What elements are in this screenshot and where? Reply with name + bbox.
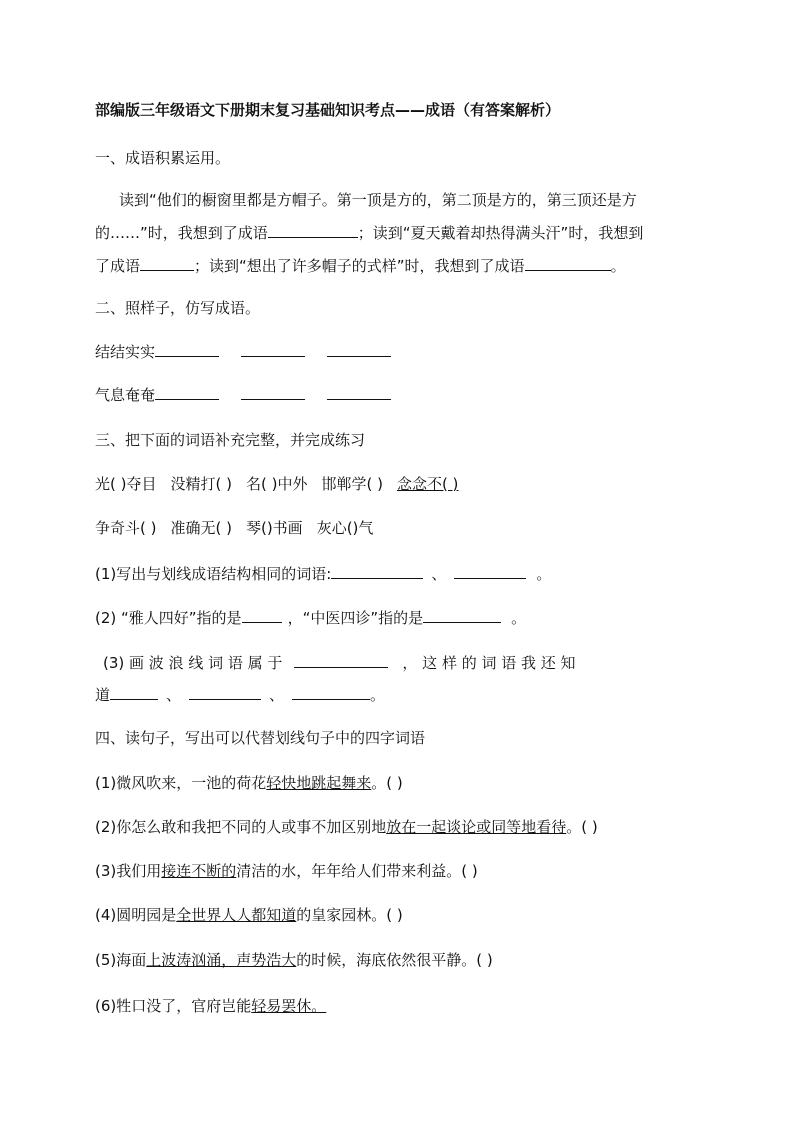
s1-para-line1 [119, 190, 637, 210]
underlined-phrase: 轻易罢休。 [251, 997, 327, 1015]
section-3-heading: 三、把下面的词语补充完整，并完成练习 [95, 431, 366, 449]
answer-blank[interactable] [525, 255, 611, 271]
item-text: (6)牲口没了，官府岂能 [95, 997, 252, 1015]
example-idiom: 结结实实 [95, 343, 156, 361]
answer-blank[interactable] [140, 255, 194, 271]
s1-text-2b: ；读到“夏天戴着却热得满头汗”时，我想到 [357, 224, 644, 242]
item-text: 的皇家园林。( ) [296, 906, 403, 924]
q3-text-a: (3) 画 波 浪 线 词 语 属 于 [103, 654, 283, 672]
s2-row-1 [95, 341, 391, 362]
answer-blank[interactable] [241, 384, 305, 400]
s1-text-3a: 了成语 [95, 257, 141, 275]
underlined-phrase: 接连不断的 [161, 862, 237, 880]
item-text: (1)微风吹来，一池的荷花 [95, 774, 267, 792]
answer-blank[interactable] [423, 607, 501, 623]
q3-text-b: ， 这 样 的 词 语 我 还 知 [402, 654, 576, 672]
s4-item-5 [95, 950, 493, 970]
idiom-fill: 没精打( ) [170, 475, 232, 493]
s1-para-line2 [95, 222, 643, 243]
separator: 、 [431, 565, 447, 583]
s1-para-line3 [95, 255, 626, 276]
answer-blank[interactable] [454, 563, 526, 579]
q3-text-c: 道 [95, 686, 111, 704]
answer-blank[interactable] [294, 652, 388, 668]
s1-text-3c: 。 [610, 257, 626, 275]
answer-blank[interactable] [292, 684, 370, 700]
idiom-fill: 灰心()气 [316, 519, 374, 537]
underlined-phrase: 全世界人人都知道 [176, 906, 297, 924]
section-4-heading: 四、读句子，写出可以代替划线句子中的四字词语 [95, 729, 426, 747]
answer-blank[interactable] [155, 384, 219, 400]
period: 。 [536, 565, 552, 583]
period: 。 [370, 686, 386, 704]
underlined-phrase: 轻快地跳起舞来 [266, 774, 372, 792]
idiom-fill: 琴()书画 [245, 519, 303, 537]
answer-blank[interactable] [155, 341, 219, 357]
s4-item-3 [95, 861, 478, 881]
item-text: (5)海面 [95, 951, 147, 969]
example-idiom: 气息奄奄 [95, 386, 156, 404]
item-text: 。( ) [566, 818, 598, 836]
idiom-fill: 光( )夺目 [95, 475, 157, 493]
section-1-heading: 一、成语积累运用。 [95, 149, 231, 167]
separator: 、 [269, 686, 285, 704]
answer-blank[interactable] [268, 222, 358, 238]
answer-blank[interactable] [242, 607, 282, 623]
s1-text-2a: 的……”时，我想到了成语 [95, 224, 268, 242]
idiom-fill: 名( )中外 [245, 475, 308, 493]
s3-idiom-row-2 [95, 518, 373, 538]
answer-blank[interactable] [331, 563, 423, 579]
s4-item-2 [95, 817, 598, 837]
idiom-fill: 争奇斗( ) [95, 519, 157, 537]
section-2-heading: 二、照样子，仿写成语。 [95, 299, 261, 317]
s3-question-3-line1 [103, 652, 697, 673]
s2-row-2 [95, 384, 391, 405]
s1-text-1: 读到“他们的橱窗里都是方帽子。第一顶是方的，第二顶是方的，第三顶还是方 [119, 191, 637, 209]
answer-blank[interactable] [327, 341, 391, 357]
s4-item-1 [95, 773, 403, 793]
s3-question-3-line2 [95, 684, 385, 705]
item-text: (3)我们用 [95, 862, 162, 880]
q2-text-b: ，“中医四诊”指的是 [287, 609, 424, 627]
s3-idiom-row-1 [95, 474, 458, 494]
s3-question-1 [95, 563, 551, 584]
idiom-fill: 邯郸学( ) [321, 475, 383, 493]
idiom-fill: 准确无( ) [170, 519, 232, 537]
underlined-phrase: 放在一起谈论或同等地看待 [386, 818, 567, 836]
s3-question-2 [95, 607, 526, 628]
q2-text-a: (2) “雅人四好”指的是 [95, 609, 242, 627]
answer-blank[interactable] [110, 684, 158, 700]
answer-blank[interactable] [189, 684, 261, 700]
item-text: 的时候，海底依然很平静。( ) [296, 951, 493, 969]
page-title: 部编版三年级语文下册期末复习基础知识考点——成语（有答案解析） [95, 101, 561, 119]
answer-blank[interactable] [327, 384, 391, 400]
underlined-idiom: 念念不( ) [396, 475, 459, 493]
s4-item-6 [95, 996, 326, 1016]
s4-item-4 [95, 905, 403, 925]
item-text: 。( ) [371, 774, 403, 792]
item-text: 清洁的水，年年给人们带来利益。( ) [236, 862, 478, 880]
s1-text-3b: ；读到“想出了许多帽子的式样”时，我想到了成语 [194, 257, 525, 275]
q1-text: (1)写出与划线成语结构相同的词语: [95, 565, 332, 583]
period: 。 [511, 609, 527, 627]
answer-blank[interactable] [241, 341, 305, 357]
underlined-phrase: 上波涛汹涌，声势浩大 [146, 951, 297, 969]
separator: 、 [166, 686, 182, 704]
item-text: (2)你怎么敢和我把不同的人或事不加区别地 [95, 818, 387, 836]
item-text: (4)圆明园是 [95, 906, 177, 924]
